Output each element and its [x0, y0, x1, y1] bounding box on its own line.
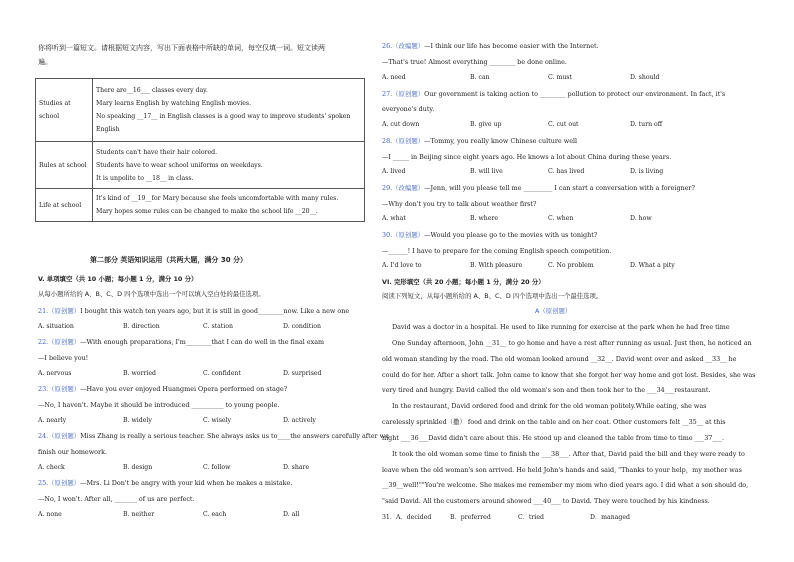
row-label: Rules at school [36, 142, 93, 189]
passage-tag: A（原创题） [535, 307, 572, 315]
q25-option-a[interactable]: A. none [38, 511, 62, 518]
q31-option-c[interactable]: C．tried [518, 514, 544, 521]
row-label: Life at school [36, 189, 93, 222]
question-29-line2: —Why don't you try to talk about weather first? [382, 200, 537, 208]
question-30: 30.（原创题）—Would you please go to the movies with us tonight? [382, 231, 598, 239]
table-row [36, 79, 365, 142]
q28-option-d[interactable]: D. is living [630, 168, 664, 175]
table-row [36, 142, 365, 189]
question-23-line2: —No, I haven't. Maybe it should be introduced __________ to young people. [38, 401, 280, 409]
passage-line: __39__well!""You're welcome. She makes me remember my mom who died years ago. I did what a son should do, [382, 481, 749, 489]
q26-option-a[interactable]: A. need [382, 74, 406, 81]
q29-option-a[interactable]: A. what [382, 215, 406, 222]
q26-option-c[interactable]: C. must [548, 74, 572, 81]
question-24-line2: finish our homework. [38, 448, 107, 456]
q24-option-a[interactable]: A. check [38, 464, 65, 471]
question-26: 26.（改编题）—I think our life has become easier with the Internet. [382, 42, 599, 50]
table-row [36, 189, 365, 222]
q27-option-c[interactable]: C. cut out [548, 121, 579, 128]
q24-option-d[interactable]: D. share [283, 464, 310, 471]
q30-option-a[interactable]: A. I'd love to [382, 262, 422, 269]
q23-option-c[interactable]: C. wisely [203, 417, 232, 424]
passage-line: It took the old woman some time to finish the ___38___. After that, David paid the bill and they were ready to [392, 450, 745, 458]
passage-line: carelessly sprinkled（撒） food and drink on the table and on her coat. Other customers felt __35__ at this [382, 418, 726, 426]
section6-title: VI. 完形填空（共 20 小题；每小题 1 分，满分 20 分） [382, 278, 545, 286]
passage-line: David was a doctor in a hospital. He used to like running for exercise at the park when he had free time [392, 323, 730, 331]
q21-option-b[interactable]: B. direction [123, 323, 160, 330]
passage-line: leave when the old woman's son arrived. He held John's hands and said, "Thanks to your help，my mother was [382, 466, 742, 474]
q31-option-a[interactable]: 31．A．decided [382, 514, 432, 521]
passage-line: night ___36___David didn't care about this. He stood up and cleaned the table from time to time ___37___. [382, 434, 724, 442]
passage-line: old woman standing by the road. The old woman looked around __32__. David went over and asked __33__ he [382, 355, 737, 363]
q22-option-a[interactable]: A. nervous [38, 370, 72, 377]
q31-option-d[interactable]: D．managed [590, 514, 630, 521]
q23-option-b[interactable]: B. widely [123, 417, 152, 424]
q27-option-a[interactable]: A. cut down [382, 121, 420, 128]
q28-option-c[interactable]: C. has lived [548, 168, 585, 175]
question-21: 21.（原创题）I bought this watch ten years ago, but it is still in good________now. Like a new one [38, 307, 350, 315]
q25-option-b[interactable]: B. neither [123, 511, 155, 518]
passage-line: "said David. All the customers around showed ___40___ to David. They were touched by his kindness. [382, 497, 710, 505]
q25-option-d[interactable]: D. all [283, 511, 300, 518]
q22-option-c[interactable]: C. confident [203, 370, 241, 377]
passage-line: very tired and hungry. David called the old woman's son and then took her to the ___34___restaurant. [382, 386, 711, 394]
q29-option-b[interactable]: B. where [470, 215, 499, 222]
question-27-line2: everyone's duty. [382, 105, 435, 113]
question-24: 24.（原创题）Miss Zhang is really a serious teacher. She always asks us to____the answers carefully after we [38, 432, 389, 440]
q22-option-b[interactable]: B. worried [123, 370, 157, 377]
row-content: There are__16___ classes every day. Mary learns English by watching English movies. No speaking __17__ in English classes is a good way to improve students' spoken English [93, 79, 365, 142]
question-28-line2: —I _____ in Beijing since eight years ago. He knows a lot about China during these years. [382, 153, 672, 161]
question-23: 23.（原创题）—Have you ever enjoyed Huangmei Opera performed on stage? [38, 385, 288, 393]
question-25: 25.（原创题）—Mrs. Li Don't be angry with your kid when he makes a mistake. [38, 479, 293, 487]
q23-option-d[interactable]: D. actively [283, 417, 316, 424]
q21-option-a[interactable]: A. situation [38, 323, 74, 330]
q22-option-d[interactable]: D. surprised [283, 370, 322, 377]
q29-option-c[interactable]: C. when [548, 215, 574, 222]
question-27: 27.（原创题）Our government is taking action to ________ pollution to protect our environment. In fact, it's [382, 90, 726, 98]
q27-option-d[interactable]: D. turn off [630, 121, 663, 128]
passage-line: In the restaurant, David ordered food and drink for the old woman politely.While eating, she was [392, 402, 707, 410]
q28-option-a[interactable]: A. lived [382, 168, 406, 175]
question-22: 22.（原创题）—With enough preparations, I'm________that I can do well in the final exam [38, 338, 325, 346]
q28-option-b[interactable]: B. will live [470, 168, 503, 175]
q30-option-d[interactable]: D. What a pity [630, 262, 675, 269]
q21-option-c[interactable]: C. station [203, 323, 233, 330]
question-25-line2: —No, I won't. After all, _______ of us are perfect. [38, 495, 195, 503]
q23-option-a[interactable]: A. nearly [38, 417, 67, 424]
row-content: It's kind of __19__for Mary because she feels uncomfortable with many rules. Mary hopes some rules can be changed to make the school life __20__. [93, 189, 365, 222]
intro-line-2: 遍。 [38, 58, 52, 66]
q25-option-c[interactable]: C. each [203, 511, 227, 518]
q30-option-c[interactable]: C. No problem [548, 262, 594, 269]
q26-option-b[interactable]: B. can [470, 74, 490, 81]
q29-option-d[interactable]: D. how [630, 215, 652, 222]
question-22-line2: —I believe you! [38, 354, 89, 362]
section6-instructions: 阅读下列短文，从每小题所给的 A、B、C、D 四个选项中选出一个最佳选项。 [382, 292, 603, 300]
q21-option-d[interactable]: D. condition [283, 323, 321, 330]
passage-line: One Sunday afternoon, John __31__ to go home and have a rest after running as usual. Just then, he noticed an [392, 339, 752, 347]
summary-table [35, 78, 365, 222]
question-29: 29.（改编题）—Jenn, will you please tell me _________ I can start a conversation with a foreigner? [382, 184, 695, 192]
question-30-line2: —______! I have to prepare for the coming English speech competition. [382, 247, 612, 255]
question-28: 28.（原创题）—Tommy, you really know Chinese culture well [382, 137, 578, 145]
section5-title: V. 单项填空（共 10 小题；每小题 1 分，满分 10 分） [38, 275, 198, 283]
q31-option-b[interactable]: B．preferred [450, 514, 491, 521]
row-content: Students can't have their hair colored. Students have to wear school uniforms on weekdays. It is unpolite to __18__ in class. [93, 142, 365, 189]
part2-title: 第二部分 英语知识运用（共两大题，满分 30 分） [90, 256, 248, 264]
q24-option-b[interactable]: B. design [123, 464, 153, 471]
row-label: Studies at school [36, 79, 93, 142]
q26-option-d[interactable]: D. should [630, 74, 660, 81]
q27-option-b[interactable]: B. give up [470, 121, 502, 128]
q30-option-b[interactable]: B. With pleasure [470, 262, 523, 269]
q24-option-c[interactable]: C. follow [203, 464, 231, 471]
passage-line: could do for her. After a short talk. John came to know that she forgot her way home and got lost. Besides, she was [382, 371, 756, 379]
question-26-line2: —That's true! Almost everything ________ be done online. [382, 58, 567, 66]
intro-line-1: 你将听到一篇短文。请根据短文内容，写出下面表格中所缺的单词，每空仅填一词。短文读两 [38, 44, 325, 52]
section5-instructions: 从每小题所给的 A、B、C、D 四个选项中选出一个可以填入空白处的最佳选项。 [38, 290, 265, 298]
